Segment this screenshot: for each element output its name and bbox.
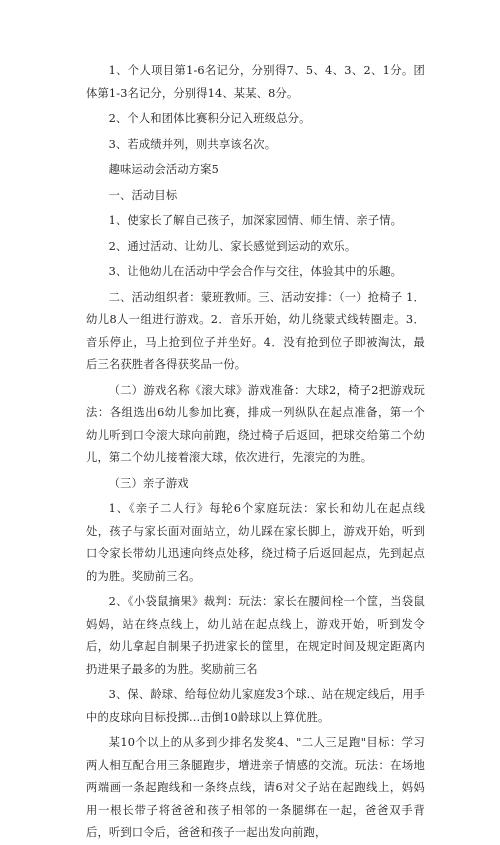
goal-item-3: 3、让他幼儿在活动中学会合作与交往，体验其中的乐趣。 bbox=[108, 265, 403, 278]
scoring-rule-1: 1、个人项目第1-6名记分，分别得7、5、4、3、2、1分。团体第1-3名记分，分别得14、某某、8分。 bbox=[86, 64, 425, 100]
scoring-rule-3: 3、若成绩并列，则共享该名次。 bbox=[108, 137, 277, 151]
game-bowling: 3、保、龄球、给每位幼儿家庭发3个球.、站在规定线后，用手中的皮球向目标投掷...击倒10龄球以上算优胜。 bbox=[86, 688, 425, 724]
plan-title: 趣味运动会活动方案5 bbox=[108, 163, 219, 176]
game-kangaroo-fruit: 2、《小袋鼠摘果》裁判：玩法：家长在腰间栓一个筐，当袋鼠妈妈，站在终点线上，幼儿站在起点线上，游戏开始，听到发令后，幼儿拿起自制果子扔进家长的筐里，在规定时间及规定距离内扔进果子最多的为胜。奖励前三名 bbox=[86, 595, 425, 676]
section-heading-goals: 一、活动目标 bbox=[108, 188, 178, 202]
game-parent-child-walk: 1、《亲子二人行》每轮6个家庭玩法：家长和幼儿在起点线处，孩子与家长面对面站立，幼儿踩在家长脚上，游戏开始，听到口令家长带幼儿迅速向终点处移，绕过椅子后返回起点，先到起点的为胜。奖励前三名。 bbox=[86, 502, 425, 583]
goal-item-1: 1、使家长了解自己孩子，加深家园情、师生情、亲子情。 bbox=[108, 214, 403, 227]
section-heading-parent-child: （三）亲子游戏 bbox=[108, 476, 189, 490]
game-rolling-ball: （二）游戏名称《滚大球》游戏准备：大球2，椅子2把游戏玩法：各组选出6幼儿参加比赛，排成一列纵队在起点准备，第一个幼儿听到口令滚大球向前跑，绕过椅子后返回，把球交给第二个幼儿，第二个幼儿接着滚大球，依次进行，先滚完的为胜。 bbox=[86, 383, 425, 464]
goal-item-2: 2、通过活动、让幼儿、家长感觉到运动的欢乐。 bbox=[108, 239, 357, 253]
organizer-and-arrangement: 二、活动组织者：蒙班教师。三、活动安排：（一）抢椅子 1．幼儿8人一组进行游戏。2．音乐开始，幼儿绕蒙式线转圈走。3．音乐停止，马上抢到位子并坐好。4．没有抢到位子即被淘汰，最后三名获胜者各得获奖品一份。 bbox=[86, 290, 425, 371]
scoring-rule-2: 2、个人和团体比赛积分记入班级总分。 bbox=[108, 112, 311, 125]
game-three-legged-race: 某10个以上的从多到少排名发奖4、"二人三足跑"目标：学习两人相互配合用三条腿跑步，增进亲子情感的交流。玩法：在场地两端画一条起跑线和一条终点线，请6对父子站在起跑线上，妈妈用一根长带子将爸爸和孩子相邻的一条腿绑在一起，爸爸双手背后，听到口令后，爸爸和孩子一起出发向前跑， bbox=[86, 736, 425, 839]
